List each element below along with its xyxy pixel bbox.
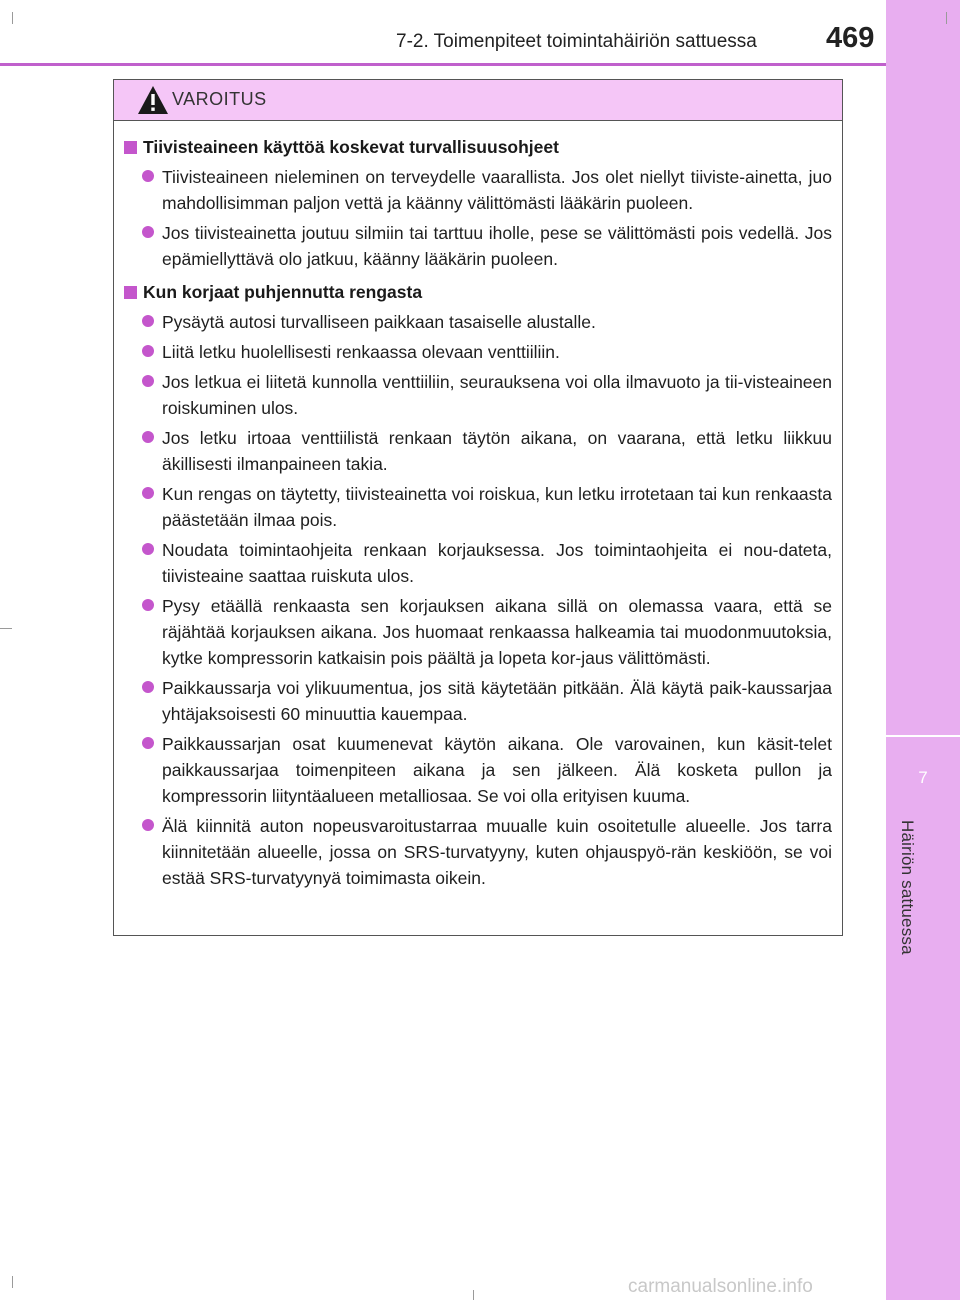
section-title: 7-2. Toimenpiteet toimintahäiriön sattuessa bbox=[396, 31, 757, 52]
list-item-text: Tiivisteaineen nieleminen on terveydelle vaarallista. Jos olet niellyt tiiviste-ainetta, juo mahdollisimman paljon vettä ja käänny välittömästi lääkärin puoleen. bbox=[162, 167, 832, 213]
warning-header bbox=[114, 80, 842, 121]
list-item-text: Jos letkua ei liitetä kunnolla venttiiliin, seurauksena voi olla ilmavuoto ja tii-visteaineen roiskuminen ulos. bbox=[162, 372, 832, 418]
list-item-text: Kun rengas on täytetty, tiivisteainetta voi roiskua, kun letku irrotetaan tai kun renkaasta päästetään ilmaa pois. bbox=[162, 484, 832, 530]
crop-mark bbox=[12, 1276, 13, 1288]
warning-section bbox=[124, 279, 832, 891]
list-item bbox=[124, 309, 832, 335]
list-item-text: Paikkaussarja voi ylikuumentua, jos sitä käytetään pitkään. Älä käytä paik-kaussarjaa yhtäjaksoisesti 60 minuuttia kauempaa. bbox=[162, 678, 832, 724]
list-item bbox=[124, 425, 832, 477]
crop-mark bbox=[946, 12, 947, 24]
section-heading bbox=[124, 279, 832, 305]
list-item-text: Pysy etäällä renkaasta sen korjauksen aikana sillä on olemassa vaara, että se räjähtää korjauksen aikana. Jos huomaat renkaassa halkeamia tai muodonmuutoksia, kytke kompressorin katkaisin pois päältä ja lopeta kor-jaus välittömästi. bbox=[162, 596, 832, 668]
list-item bbox=[124, 813, 832, 891]
chapter-number: 7 bbox=[918, 768, 928, 787]
square-bullet-icon bbox=[124, 286, 137, 299]
warning-triangle-icon bbox=[137, 85, 169, 115]
warning-title: VAROITUS bbox=[172, 89, 267, 109]
bullet-dot-icon bbox=[142, 599, 154, 611]
list-item-text: Jos tiivisteainetta joutuu silmiin tai tarttuu iholle, pese se välittömästi pois vedellä. Jos epämiellyttävä olo jatkuu, käänny lääkärin puoleen. bbox=[162, 223, 832, 269]
list-item bbox=[124, 164, 832, 216]
crop-mark bbox=[0, 628, 12, 629]
list-item-text: Jos letku irtoaa venttiilistä renkaan täytön aikana, on vaarana, että letku liikkuu äkillisesti ilmanpaineen takia. bbox=[162, 428, 832, 474]
list-item-text: Älä kiinnitä auton nopeusvaroitustarraa muualle kuin osoitetulle alueelle. Jos tarra kiinnitetään alueelle, jossa on SRS-turvatyyny, kuten ohjauspyö-rän keskiöön, se voi estää SRS-turvatyynyä toimimasta oikein. bbox=[162, 816, 832, 888]
list-item bbox=[124, 675, 832, 727]
list-item-text: Noudata toimintaohjeita renkaan korjauksessa. Jos toimintaohjeita ei nou-dateta, tiivisteaine saattaa ruiskuta ulos. bbox=[162, 540, 832, 586]
bullet-dot-icon bbox=[142, 375, 154, 387]
list-item-text: Paikkaussarjan osat kuumenevat käytön aikana. Ole varovainen, kun käsit-telet paikkaussarjaa toimenpiteen aikana ja sen jälkeen. Älä kosketa pullon ja kompressorin liityntäalueen metalliosaa. Se voi olla erityisen kuuma. bbox=[162, 734, 832, 806]
page-number: 469 bbox=[826, 22, 875, 54]
bullet-dot-icon bbox=[142, 431, 154, 443]
bullet-dot-icon bbox=[142, 819, 154, 831]
bullet-dot-icon bbox=[142, 487, 154, 499]
chapter-side-tab bbox=[886, 0, 960, 1300]
bullet-dot-icon bbox=[142, 226, 154, 238]
list-item bbox=[124, 593, 832, 671]
list-item bbox=[124, 220, 832, 272]
list-item bbox=[124, 339, 832, 365]
bullet-dot-icon bbox=[142, 315, 154, 327]
side-tab-divider bbox=[886, 735, 960, 737]
crop-mark bbox=[12, 12, 13, 24]
list-item bbox=[124, 731, 832, 809]
section-heading bbox=[124, 134, 832, 160]
list-item bbox=[124, 537, 832, 589]
list-item-text: Pysäytä autosi turvalliseen paikkaan tasaiselle alustalle. bbox=[162, 312, 596, 332]
header-rule bbox=[0, 63, 886, 66]
warning-body bbox=[114, 121, 842, 891]
bullet-dot-icon bbox=[142, 170, 154, 182]
square-bullet-icon bbox=[124, 141, 137, 154]
chapter-title: Häiriön sattuessa bbox=[898, 820, 917, 955]
bullet-dot-icon bbox=[142, 543, 154, 555]
crop-mark bbox=[473, 1290, 474, 1300]
bullet-dot-icon bbox=[142, 345, 154, 357]
warning-box bbox=[113, 79, 843, 936]
section-heading-text: Kun korjaat puhjennutta rengasta bbox=[143, 282, 423, 302]
bullet-dot-icon bbox=[142, 681, 154, 693]
list-item bbox=[124, 369, 832, 421]
bullet-dot-icon bbox=[142, 737, 154, 749]
warning-section bbox=[124, 134, 832, 272]
list-item-text: Liitä letku huolellisesti renkaassa olevaan venttiiliin. bbox=[162, 342, 560, 362]
list-item bbox=[124, 481, 832, 533]
watermark: carmanualsonline.info bbox=[628, 1276, 813, 1297]
section-heading-text: Tiivisteaineen käyttöä koskevat turvallisuusohjeet bbox=[143, 137, 559, 157]
